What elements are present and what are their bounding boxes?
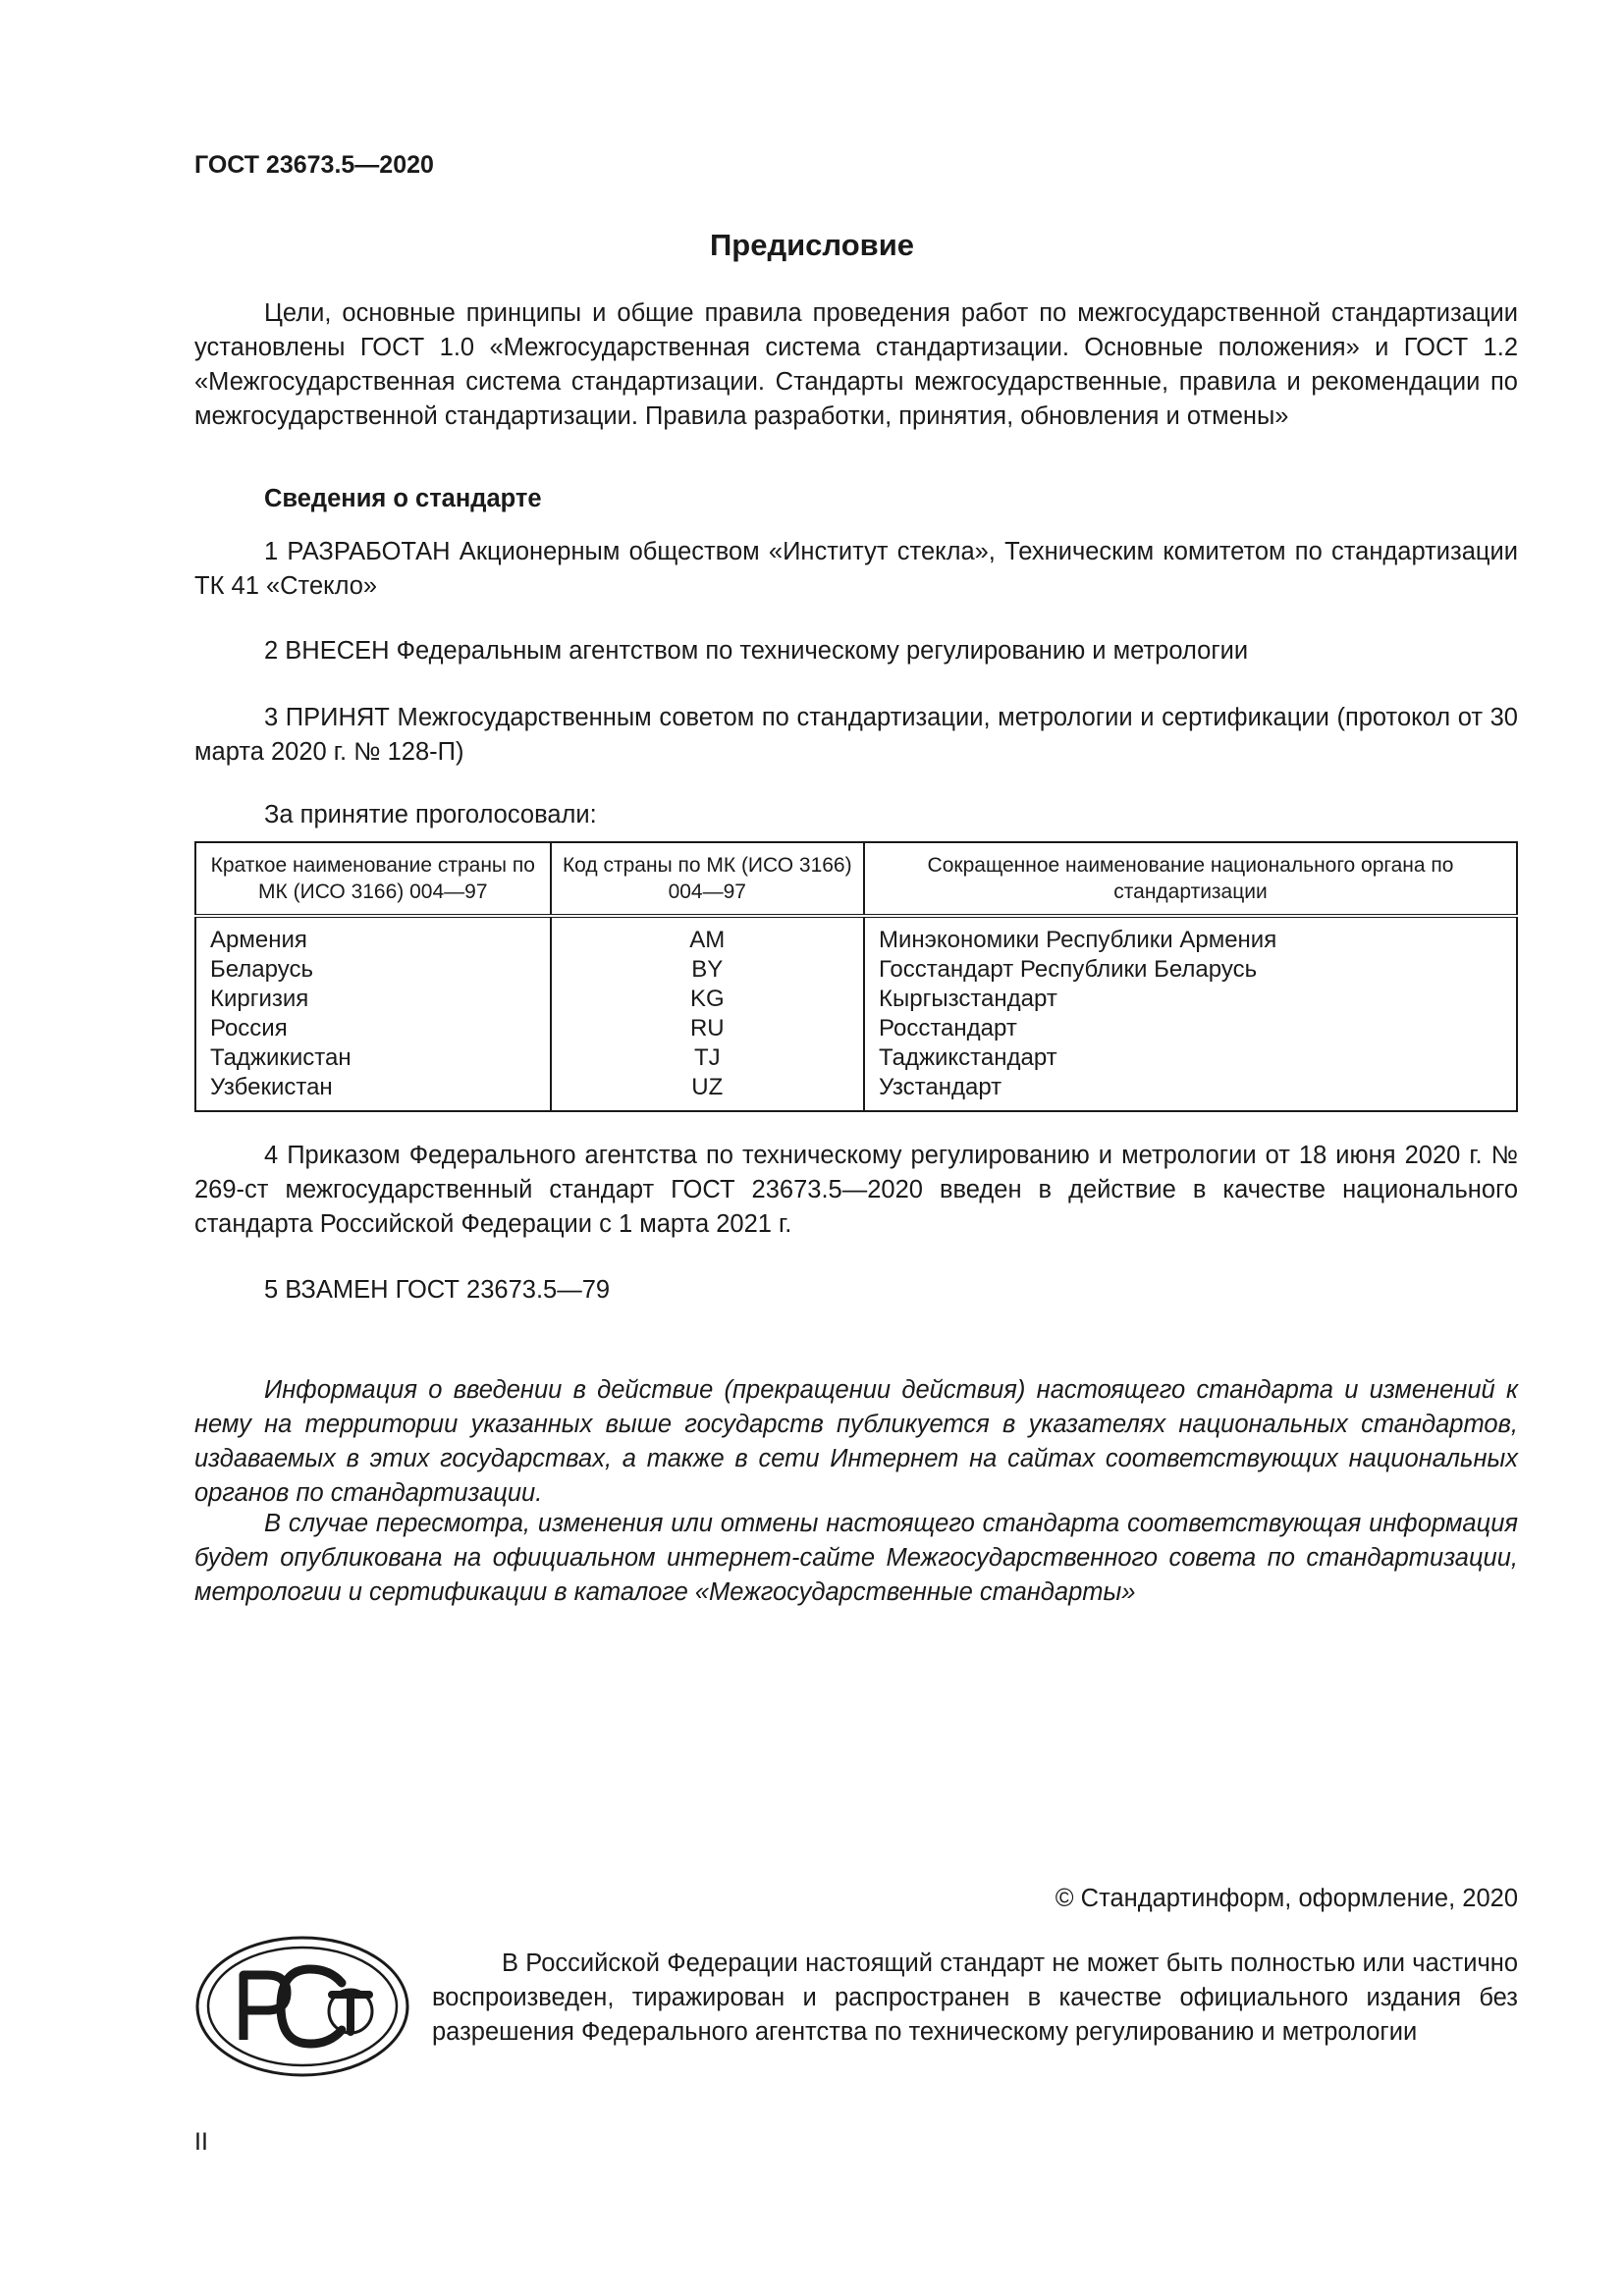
code-cell: TJ xyxy=(551,1043,864,1073)
item-3-paragraph: 3 ПРИНЯТ Межгосударственным советом по стандартизации, метрологии и сертификации (протокол от 30 марта 2020 г. № 128-П) xyxy=(194,704,1518,766)
copyright-notice: В Российской Федерации настоящий стандарт не может быть полностью или частично воспроизведен, тиражирован и распространен в качестве официального издания без разрешения Федерального агентства по техническому регулированию и метрологии xyxy=(432,1949,1518,2046)
info-paragraph-2: В случае пересмотра, изменения или отмены настоящего стандарта соответствующая информация будет опубликована на официальном интернет-сайте Межгосударственного совета по стандартизации, метрологии и сертификации в каталоге «Межгосударственные стандарты» xyxy=(194,1510,1518,1606)
country-cell: Беларусь xyxy=(195,955,551,985)
column-header-body: Сокращенное наименование национального органа по стандартизации xyxy=(927,854,1454,903)
body-cell: Госстандарт Республики Беларусь xyxy=(879,956,1258,983)
country-cell: Таджикистан xyxy=(195,1043,551,1073)
country-cell: Киргизия xyxy=(195,985,551,1014)
intro-paragraph: Цели, основные принципы и общие правила проведения работ по межгосударственной стандартизации установлены ГОСТ 1.0 «Межгосударственная система стандартизации. Основные положения» и ГОСТ 1.2 «Межгосударственная система стандартизации. Стандарты межгосударственные, правила и рекомендации по межгосударственной стандартизации. Правила разработки, принятия, обновления и отмены» xyxy=(194,299,1518,430)
vote-intro: За принятие проголосовали: xyxy=(264,801,597,828)
voting-table xyxy=(194,841,1518,1112)
page-number: II xyxy=(194,2128,208,2156)
code-cell: UZ xyxy=(551,1073,864,1111)
section-subheading: Сведения о стандарте xyxy=(264,485,542,512)
table-row xyxy=(195,985,1517,1014)
page-title: Предисловие xyxy=(709,228,914,262)
item-2-paragraph: 2 ВНЕСЕН Федеральным агентством по техническому регулированию и метрологии xyxy=(264,637,1249,665)
rst-seal-logo xyxy=(194,1934,410,2079)
body-cell: Росстандарт xyxy=(879,1015,1017,1041)
table-row xyxy=(195,1043,1517,1073)
table-row xyxy=(195,916,1517,955)
code-cell: AM xyxy=(551,916,864,955)
body-cell: Минэкономики Республики Армения xyxy=(879,927,1277,953)
info-paragraph-1: Информация о введении в действие (прекращении действия) настоящего стандарта и изменений к нему на территории указанных выше государств публикуется в указателях национальных стандартов, издаваемых в этих государствах, а также в сети Интернет на сайтах соответствующих национальных органов по стандартизации. xyxy=(194,1376,1518,1507)
column-header-country: Краткое наименование страны по МК (ИСО 3166) 004—97 xyxy=(195,842,551,916)
body-cell: Узстандарт xyxy=(879,1074,1002,1100)
item-4-paragraph: 4 Приказом Федерального агентства по техническому регулированию и метрологии от 18 июня 2020 г. № 269-ст межгосударственный стандарт ГОСТ 23673.5—2020 введен в действие в качестве национального стандарта Российской Федерации с 1 марта 2021 г. xyxy=(194,1142,1518,1238)
document-code: ГОСТ 23673.5—2020 xyxy=(194,151,434,179)
country-cell: Россия xyxy=(195,1014,551,1043)
body-cell: Кыргызстандарт xyxy=(879,986,1057,1012)
code-cell: BY xyxy=(551,955,864,985)
country-cell: Узбекистан xyxy=(195,1073,551,1111)
item-1-paragraph: 1 РАЗРАБОТАН Акционерным обществом «Институт стекла», Техническим комитетом по стандартизации ТК 41 «Стекло» xyxy=(194,538,1518,600)
table-row xyxy=(195,1073,1517,1111)
body-cell: Таджикстандарт xyxy=(879,1044,1057,1071)
code-cell: RU xyxy=(551,1014,864,1043)
table-row xyxy=(195,1014,1517,1043)
column-header-code: Код страны по МК (ИСО 3166) 004—97 xyxy=(551,842,864,916)
copyright-line: © Стандартинформ, оформление, 2020 xyxy=(1055,1885,1518,1912)
item-5-paragraph: 5 ВЗАМЕН ГОСТ 23673.5—79 xyxy=(264,1276,611,1304)
code-cell: KG xyxy=(551,985,864,1014)
table-header-row xyxy=(195,842,1517,916)
table-row xyxy=(195,955,1517,985)
country-cell: Армения xyxy=(195,916,551,955)
